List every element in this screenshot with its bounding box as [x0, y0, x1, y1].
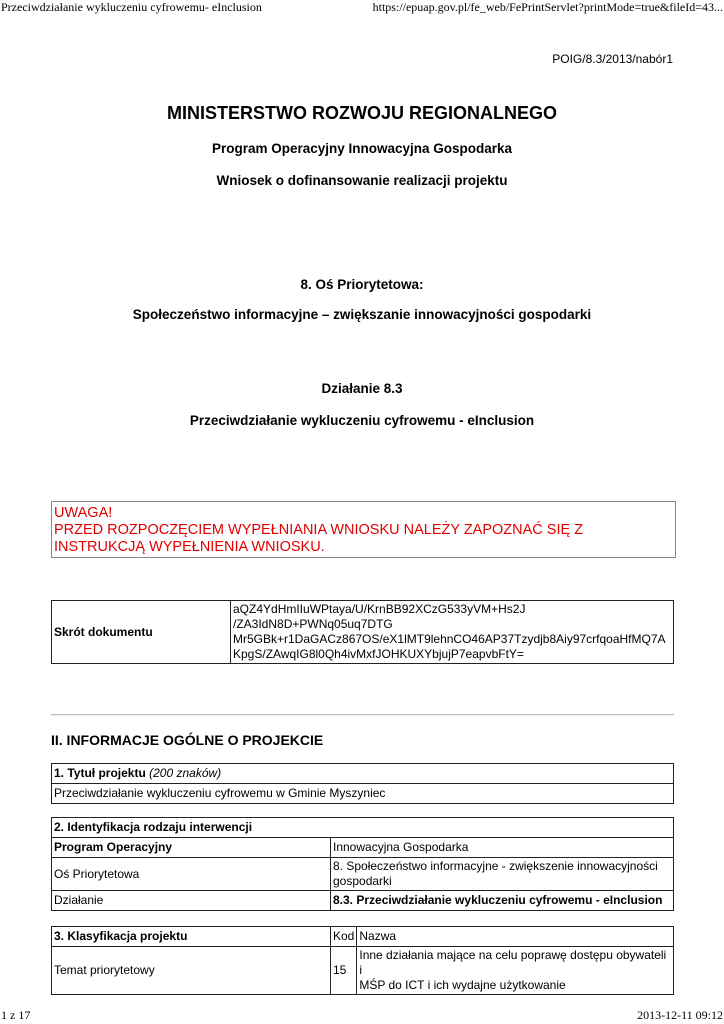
project-title-header — [52, 764, 674, 784]
intervention-label: Działanie — [52, 891, 331, 911]
browser-page-url: https://epuap.gov.pl/fe_web/FePrintServlet?printMode=true&fileId=43... — [372, 0, 723, 14]
program-heading: Program Operacyjny Innowacyjna Gospodarka — [211, 141, 513, 156]
intervention-value: 8.3. Przeciwdziałanie wykluczeniu cyfrowemu - eInclusion — [331, 891, 674, 911]
intervention-label: Oś Priorytetowa — [52, 858, 331, 891]
digest-table — [51, 600, 674, 664]
intervention-label: Program Operacyjny — [52, 838, 331, 858]
classification-nazwa-line: Inne działania mające na celu poprawę dostępu obywateli i — [359, 948, 667, 977]
action-name: Przeciwdziałanie wykluczeniu cyfrowemu - eInclusion — [189, 413, 535, 428]
application-heading: Wniosek o dofinansowanie realizacji projektu — [216, 173, 508, 188]
digest-value — [231, 601, 674, 664]
intervention-value: Innowacyjna Gospodarka — [331, 838, 674, 858]
section-divider — [51, 714, 674, 716]
digest-label: Skrót dokumentu — [52, 601, 231, 664]
warning-line: INSTRUKCJĄ WYPEŁNIENIA WNIOSKU. — [54, 539, 325, 555]
axis-name: Społeczeństwo informacyjne – zwiększanie innowacyjności gospodarki — [132, 307, 592, 322]
project-title-limit: (200 znaków) — [149, 766, 222, 780]
digest-line: KpgS/ZAwqIG8l0Qh4ivMxfJOHKUXYbjujP7eapvbFtY= — [233, 647, 524, 661]
intervention-header: 2. Identyfikacja rodzaju interwencji — [52, 818, 674, 838]
project-title-header-label: 1. Tytuł projektu — [54, 766, 146, 780]
classification-header: 3. Klasyfikacja projektu — [52, 927, 331, 947]
intervention-value — [331, 858, 674, 891]
warning-line: PRZED ROZPOCZĘCIEM WYPEŁNIANIA WNIOSKU NALEŻY ZAPOZNAĆ SIĘ Z — [54, 522, 584, 538]
column-nazwa: Nazwa — [357, 927, 674, 947]
document-reference: POIG/8.3/2013/nabór1 — [552, 52, 673, 66]
ministry-heading: MINISTERSTWO ROZWOJU REGIONALNEGO — [167, 103, 557, 123]
classification-nazwa — [357, 947, 674, 995]
warning-box — [51, 501, 676, 558]
warning-title: UWAGA! — [54, 505, 113, 521]
print-datetime: 2013-12-11 09:12 — [637, 1008, 723, 1022]
digest-line: /ZA3IdN8D+PWNq05uq7DTG — [233, 617, 393, 631]
classification-nazwa-line: MŚP do ICT i ich wydajne użytkowanie — [359, 978, 566, 992]
action-label: Działanie 8.3 — [321, 381, 403, 396]
intervention-value-line: 8. Społeczeństwo informacyjne - zwiększenie innowacyjności — [333, 859, 658, 873]
digest-line: aQZ4YdHmIIuWPtaya/U/KrnBB92XCzG533yVM+Hs2J — [233, 602, 526, 616]
project-title-table — [51, 763, 674, 804]
project-title-value: Przeciwdziałanie wykluczeniu cyfrowemu w Gminie Myszyniec — [52, 784, 674, 804]
page-counter: 1 z 17 — [1, 1008, 31, 1022]
classification-label: Temat priorytetowy — [52, 947, 331, 995]
section-title: II. INFORMACJE OGÓLNE O PROJEKCIE — [51, 732, 324, 748]
intervention-table — [51, 817, 674, 911]
digest-line: Mr5GBk+r1DaGACz867OS/eX1lMT9lehnCO46AP37Tzydjb8Aiy97crfqoaHfMQ7A — [233, 632, 666, 646]
column-kod: Kod — [331, 927, 357, 947]
axis-label: 8. Oś Priorytetowa: — [300, 277, 424, 292]
intervention-value-line: gospodarki — [333, 874, 392, 888]
browser-page-title: Przeciwdziałanie wykluczeniu cyfrowemu- eInclusion — [1, 0, 262, 14]
classification-kod: 15 — [331, 947, 357, 995]
classification-table — [51, 926, 674, 995]
